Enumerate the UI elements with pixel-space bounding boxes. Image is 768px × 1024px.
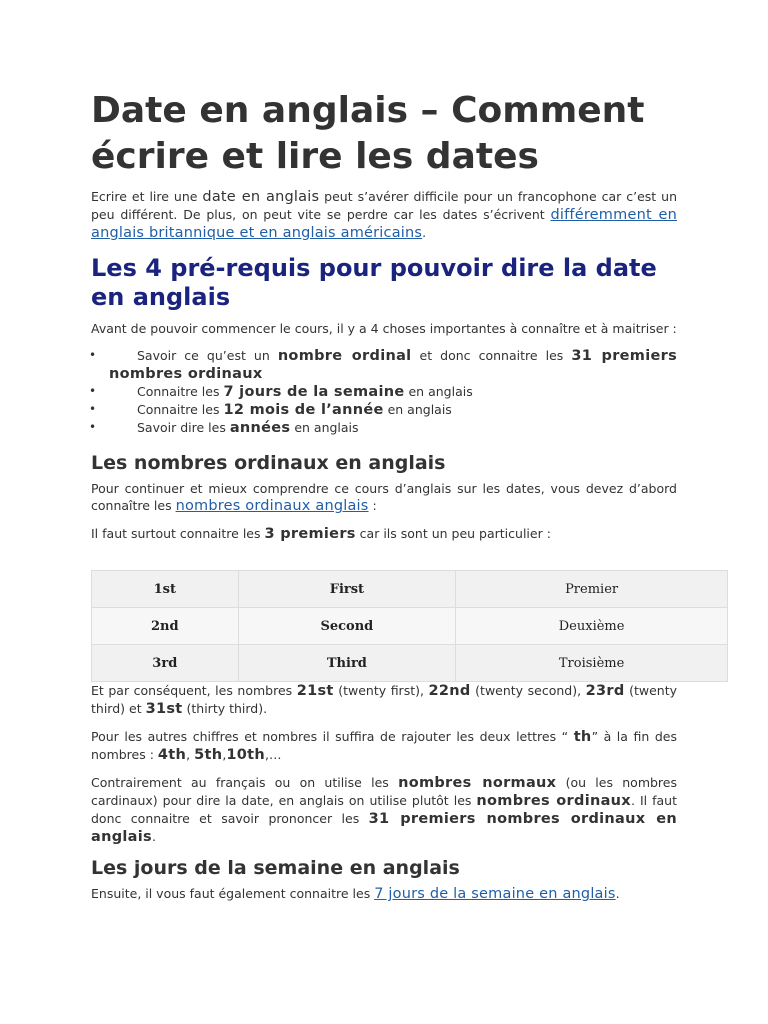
section1-paragraph: Avant de pouvoir commencer le cours, il y a 4 choses importantes à connaître et à maitriser : [91,321,677,336]
text: Contrairement au français ou on utilise les [91,775,399,790]
table-cell: 2nd [92,608,239,645]
emphasis: 10th [226,747,265,763]
table-cell: Deuxième [456,608,728,645]
page-title: Date en anglais – Comment écrire et lire les dates [91,90,645,177]
table-cell: Premier [456,571,728,608]
list-item [109,347,677,383]
intro-emphasis: date en anglais [202,189,320,205]
text: . Il faut donc connaitre et savoir prononcer les [91,793,677,826]
table-cell: Troisième [456,645,728,682]
emphasis: 31 premiers nombres ordinaux en anglais [91,811,677,845]
intro-paragraph [91,188,677,242]
section2-heading: Les nombres ordinaux en anglais [91,452,446,474]
intro-text-1: Ecrire et lire une [91,189,203,204]
section1-heading: Les 4 pré-requis pour pouvoir dire la date en anglais [91,254,657,311]
text: , [186,747,195,762]
list-item-emphasis: 31 premiers nombres ordinaux [109,348,677,382]
text: , [222,747,227,762]
section2-paragraph-3 [91,682,677,718]
text: (ou les nombres cardinaux) pour dire la date, en anglais on utilise plutôt les [91,775,678,808]
table-cell: 3rd [92,645,239,682]
text: (twenty first), [333,683,429,698]
ordinal-numbers-link[interactable]: nombres ordinaux anglais [175,498,369,514]
table-row [92,608,728,645]
text: Et par conséquent, les nombres [91,683,297,698]
prerequisites-list [91,347,677,437]
table-cell: Third [238,645,456,682]
text: Ensuite, il vous faut également connaitre les [91,886,375,901]
intro-link[interactable]: différemment en anglais britannique et en anglais américains [91,207,677,241]
text: Pour continuer et mieux comprendre ce cours d’anglais sur les dates, vous devez d’abord connaître les [91,481,677,513]
list-item-text: Savoir ce qu’est un [137,348,278,363]
list-item-text: et donc connaitre les [411,348,572,363]
emphasis: 21st [296,683,334,699]
emphasis: 3 premiers [264,526,356,542]
text: (thirty third). [182,701,268,716]
table-cell: 1st [92,571,239,608]
text: ,… [265,747,282,762]
text: ” à la fin des nombres : [91,729,677,762]
list-item-emphasis: 7 jours de la semaine [223,384,405,400]
text: (twenty third) et [91,683,677,716]
section3-heading: Les jours de la semaine en anglais [91,857,460,879]
table-row [92,571,728,608]
week-days-link[interactable]: 7 jours de la semaine en anglais [374,886,616,902]
emphasis: 5th [194,747,223,763]
text: car ils sont un peu particulier : [355,526,551,541]
table-cell: Second [238,608,456,645]
list-item-emphasis: années [229,420,291,436]
emphasis: 31st [145,701,183,717]
emphasis: 23rd [585,683,625,699]
table-cell: First [238,571,456,608]
list-item-text: Savoir dire les [137,420,230,435]
list-item-text: en anglais [290,420,359,435]
list-item-text: Connaitre les [137,402,224,417]
emphasis: 4th [157,747,187,763]
section2-paragraph-1 [91,480,677,515]
emphasis: nombres normaux [398,775,557,791]
emphasis: 22nd [428,683,471,699]
text: : [368,498,377,513]
emphasis: th [573,729,592,745]
ordinals-table [91,570,728,682]
list-item-emphasis: 12 mois de l’année [223,402,384,418]
section2-paragraph-2 [91,525,677,543]
list-item [109,401,677,419]
text: (twenty second), [470,683,586,698]
text: . [615,886,620,901]
list-item-emphasis: nombre ordinal [277,348,412,364]
text: Pour les autres chiffres et nombres il suffira de rajouter les deux lettres “ [91,729,574,744]
section2-paragraph-4 [91,728,677,764]
article-top [91,88,677,543]
list-item [109,419,677,437]
text: Il faut surtout connaitre les [91,526,265,541]
list-item-text: en anglais [383,402,452,417]
intro-text-3: . [422,225,427,240]
section2-paragraph-5 [91,774,677,846]
list-item-text: Connaitre les [137,384,224,399]
list-item [109,383,677,401]
list-item-text: en anglais [404,384,473,399]
table-row [92,645,728,682]
section3-paragraph [91,885,677,903]
text: . [151,829,156,844]
article-bottom [91,682,677,903]
intro-text-2: peut s’avérer difficile pour un francophone car c’est un peu différent. De plus, on peut vite se perdre car les dates s’écrivent [91,189,677,222]
emphasis: nombres ordinaux [476,793,631,809]
